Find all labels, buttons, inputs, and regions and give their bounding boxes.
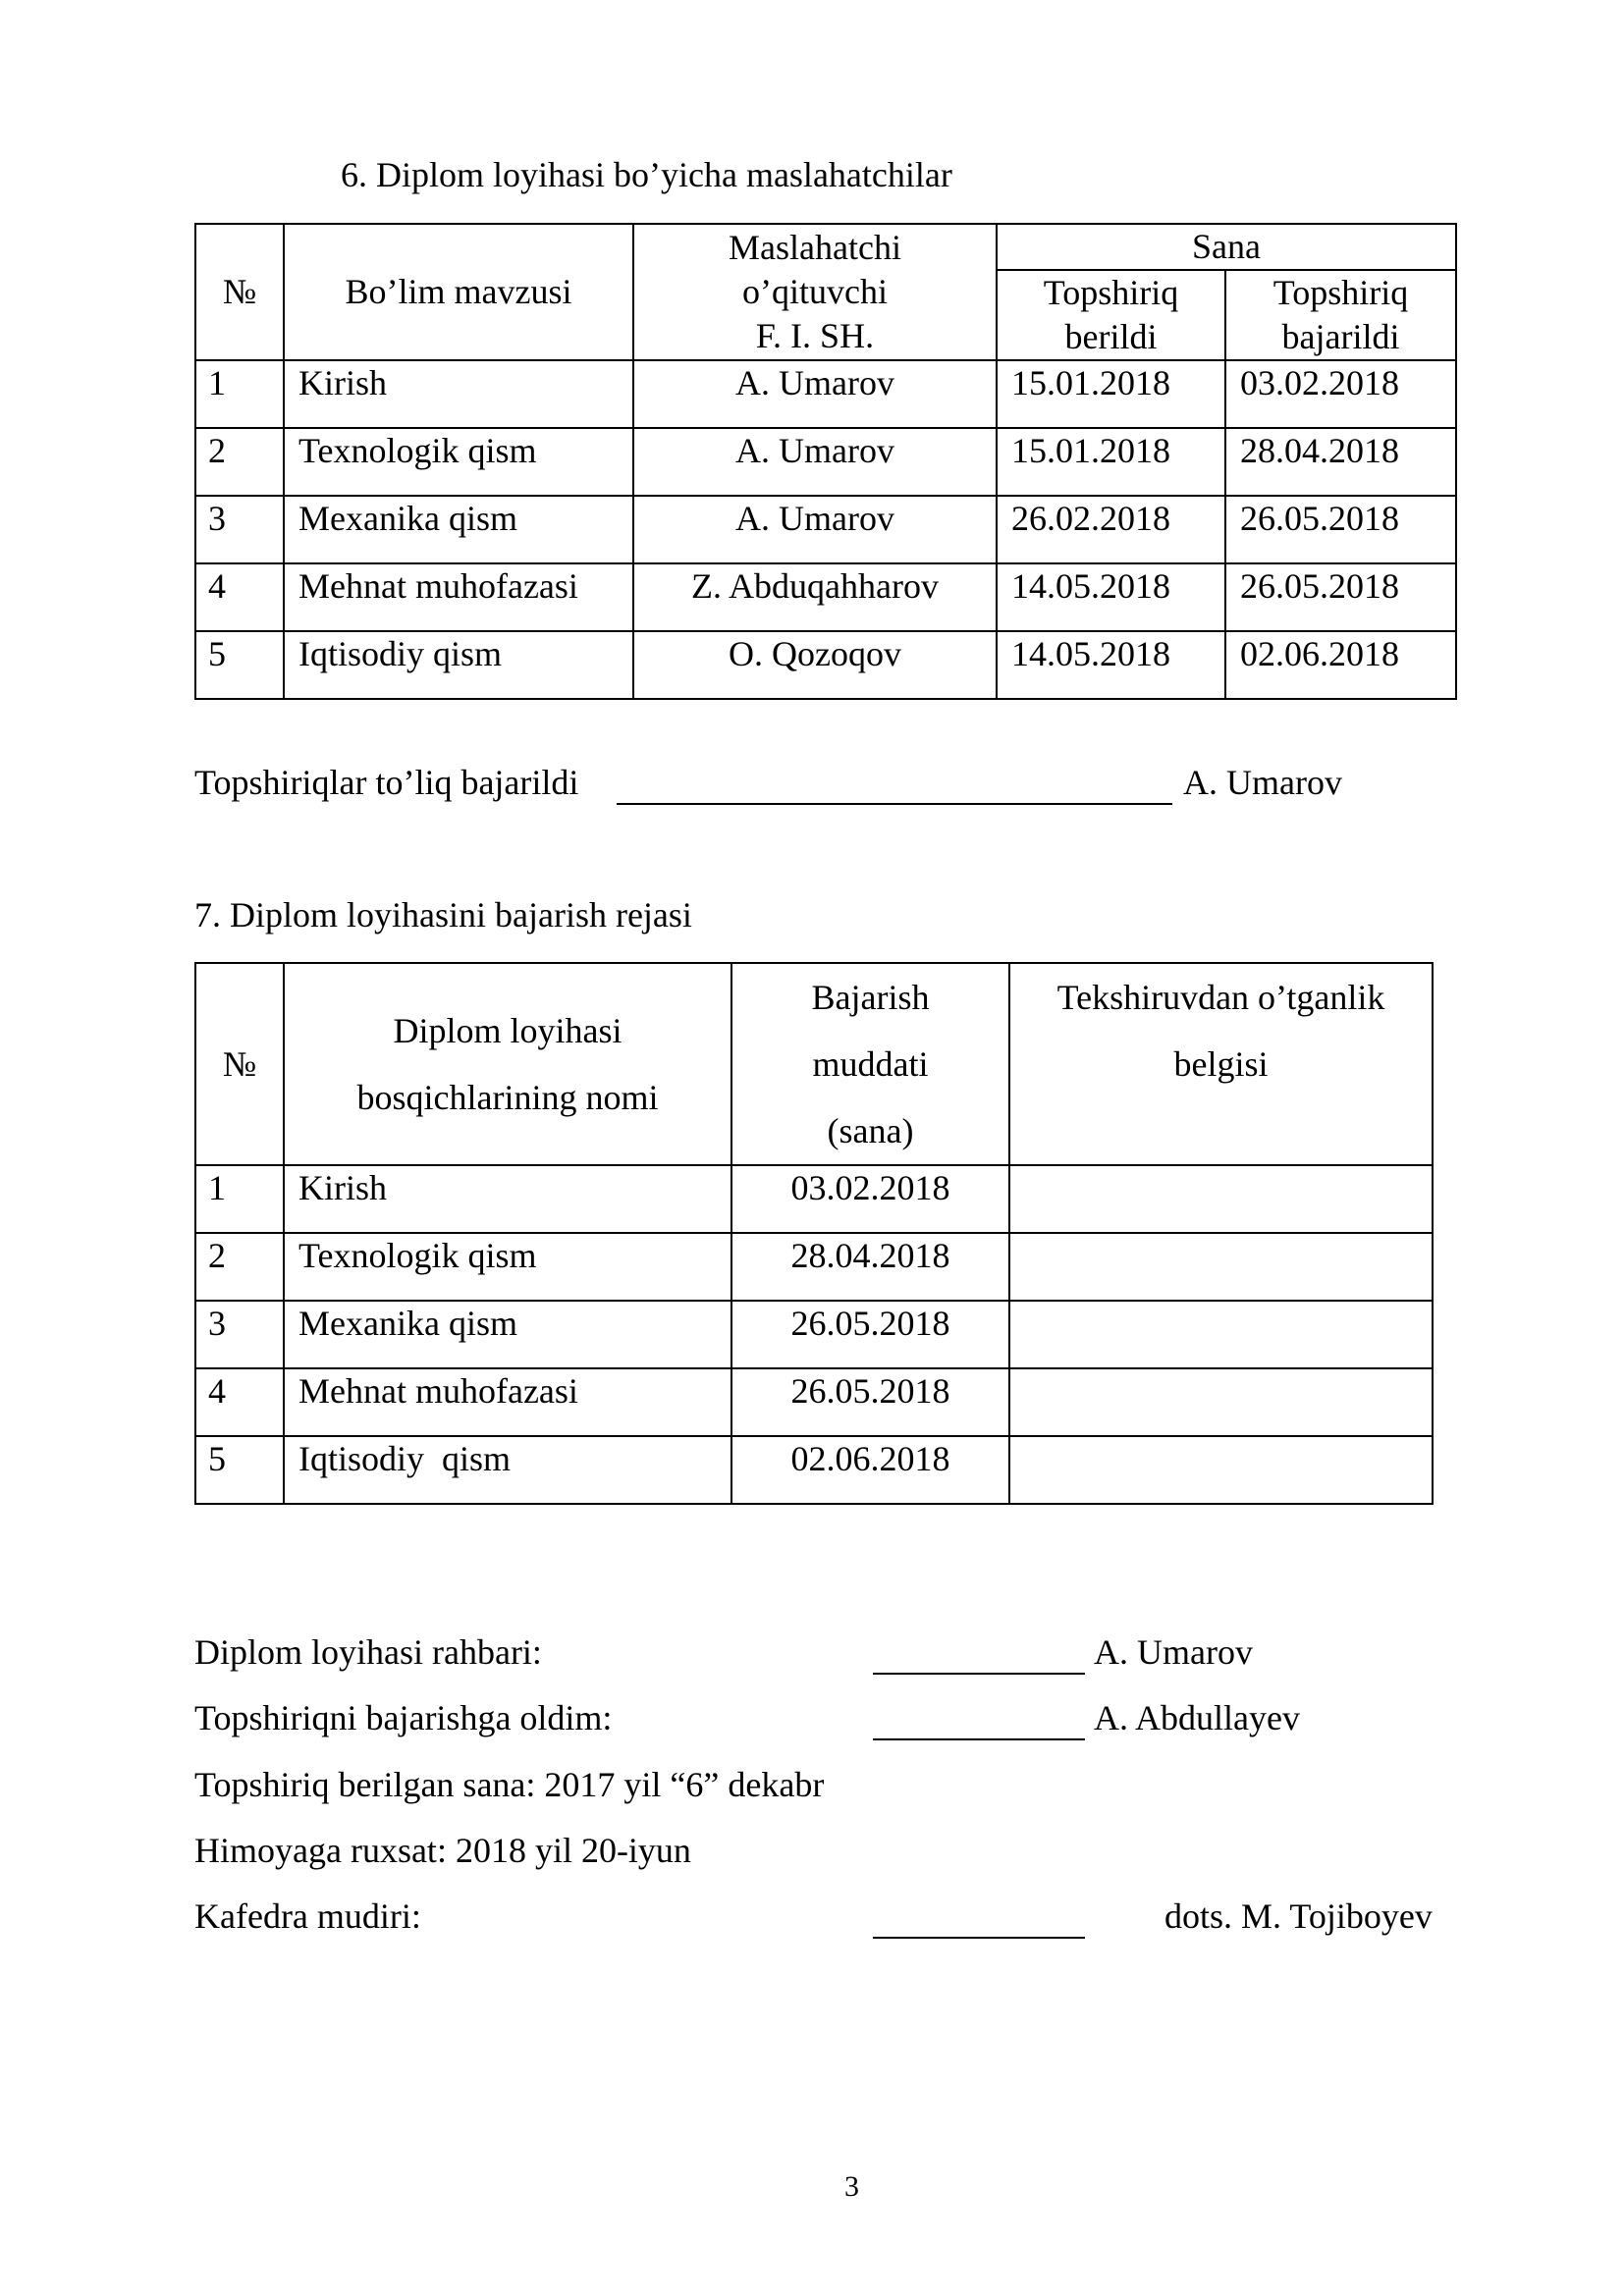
head-name: dots. M. Tojiboyev [1164,1896,1433,1936]
row-advisor: Z. Abduqahharov [633,563,997,631]
table-row [195,360,1456,428]
row-stage: Kirish [284,1165,731,1233]
row-no: 4 [195,1368,284,1436]
table-row [195,1436,1433,1504]
header-date: Sana [997,224,1456,270]
row-topic: Texnologik qism [284,428,633,496]
accepted-label: Topshiriqni bajarishga oldim: [194,1698,613,1737]
head-label: Kafedra mudiri: [194,1896,421,1936]
row-given: 26.02.2018 [997,496,1225,563]
leader-name: A. Umarov [1094,1632,1253,1672]
row-done: 03.02.2018 [1225,360,1456,428]
table-row [195,1368,1433,1436]
completed-signature-line [617,803,1172,805]
table-header-row [195,224,1456,270]
header-no: № [195,224,284,360]
section6-title: 6. Diplom loyihasi bo’yicha maslahatchilar [341,155,952,194]
leader-signature-line [873,1673,1085,1675]
section7-title: 7. Diplom loyihasini bajarish rejasi [194,895,692,934]
row-topic: Mexanika qism [284,496,633,563]
row-topic: Mehnat muhofazasi [284,563,633,631]
row-advisor: A. Umarov [633,360,997,428]
row-no: 5 [195,1436,284,1504]
row-no: 2 [195,1233,284,1301]
header-advisor: Maslahatchi o’qituvchi F. I. SH. [633,224,997,360]
row-deadline: 28.04.2018 [731,1233,1009,1301]
row-no: 1 [195,1165,284,1233]
row-done: 02.06.2018 [1225,631,1456,699]
completed-label: Topshiriqlar to’liq bajarildi [194,763,579,802]
row-no: 4 [195,563,284,631]
row-done: 26.05.2018 [1225,496,1456,563]
leader-label: Diplom loyihasi rahbari: [194,1632,542,1672]
row-given: 15.01.2018 [997,360,1225,428]
row-stage: Iqtisodiy qism [284,1436,731,1504]
row-deadline: 03.02.2018 [731,1165,1009,1233]
row-no: 1 [195,360,284,428]
header-check: Tekshiruvdan o’tganlik belgisi [1009,963,1433,1165]
row-advisor: A. Umarov [633,496,997,563]
row-stage: Texnologik qism [284,1233,731,1301]
row-check [1009,1368,1433,1436]
row-check [1009,1301,1433,1368]
table-row [195,1301,1433,1368]
row-advisor: O. Qozoqov [633,631,997,699]
row-check [1009,1165,1433,1233]
row-no: 2 [195,428,284,496]
accepted-name: A. Abdullayev [1094,1698,1300,1737]
table-row [195,428,1456,496]
header-deadline: Bajarish muddati (sana) [731,963,1009,1165]
plan-table [194,962,1434,1505]
row-deadline: 26.05.2018 [731,1301,1009,1368]
row-done: 28.04.2018 [1225,428,1456,496]
row-check [1009,1233,1433,1301]
row-no: 3 [195,496,284,563]
row-no: 5 [195,631,284,699]
completed-name: A. Umarov [1183,763,1342,802]
table-header-row [195,963,1433,1165]
row-given: 14.05.2018 [997,563,1225,631]
page-number: 3 [844,2170,859,2203]
header-topic: Bo’lim mavzusi [284,224,633,360]
table-row [195,1233,1433,1301]
row-deadline: 02.06.2018 [731,1436,1009,1504]
head-signature-line [873,1937,1085,1939]
row-done: 26.05.2018 [1225,563,1456,631]
row-given: 15.01.2018 [997,428,1225,496]
row-check [1009,1436,1433,1504]
table-row [195,1165,1433,1233]
table-row [195,563,1456,631]
header-given: Topshiriq berildi [997,270,1225,360]
defense-permit: Himoyaga ruxsat: 2018 yil 20-iyun [194,1831,691,1870]
row-deadline: 26.05.2018 [731,1368,1009,1436]
table-row [195,496,1456,563]
row-stage: Mehnat muhofazasi [284,1368,731,1436]
row-topic: Iqtisodiy qism [284,631,633,699]
advisors-table [194,223,1457,700]
header-stage: Diplom loyihasi bosqichlarining nomi [284,963,731,1165]
header-no: № [195,963,284,1165]
accepted-signature-line [873,1738,1085,1740]
row-advisor: A. Umarov [633,428,997,496]
row-stage: Mexanika qism [284,1301,731,1368]
issued-date: Topshiriq berilgan sana: 2017 yil “6” dekabr [194,1765,825,1804]
header-done: Topshiriq bajarildi [1225,270,1456,360]
row-given: 14.05.2018 [997,631,1225,699]
row-topic: Kirish [284,360,633,428]
row-no: 3 [195,1301,284,1368]
table-row [195,631,1456,699]
